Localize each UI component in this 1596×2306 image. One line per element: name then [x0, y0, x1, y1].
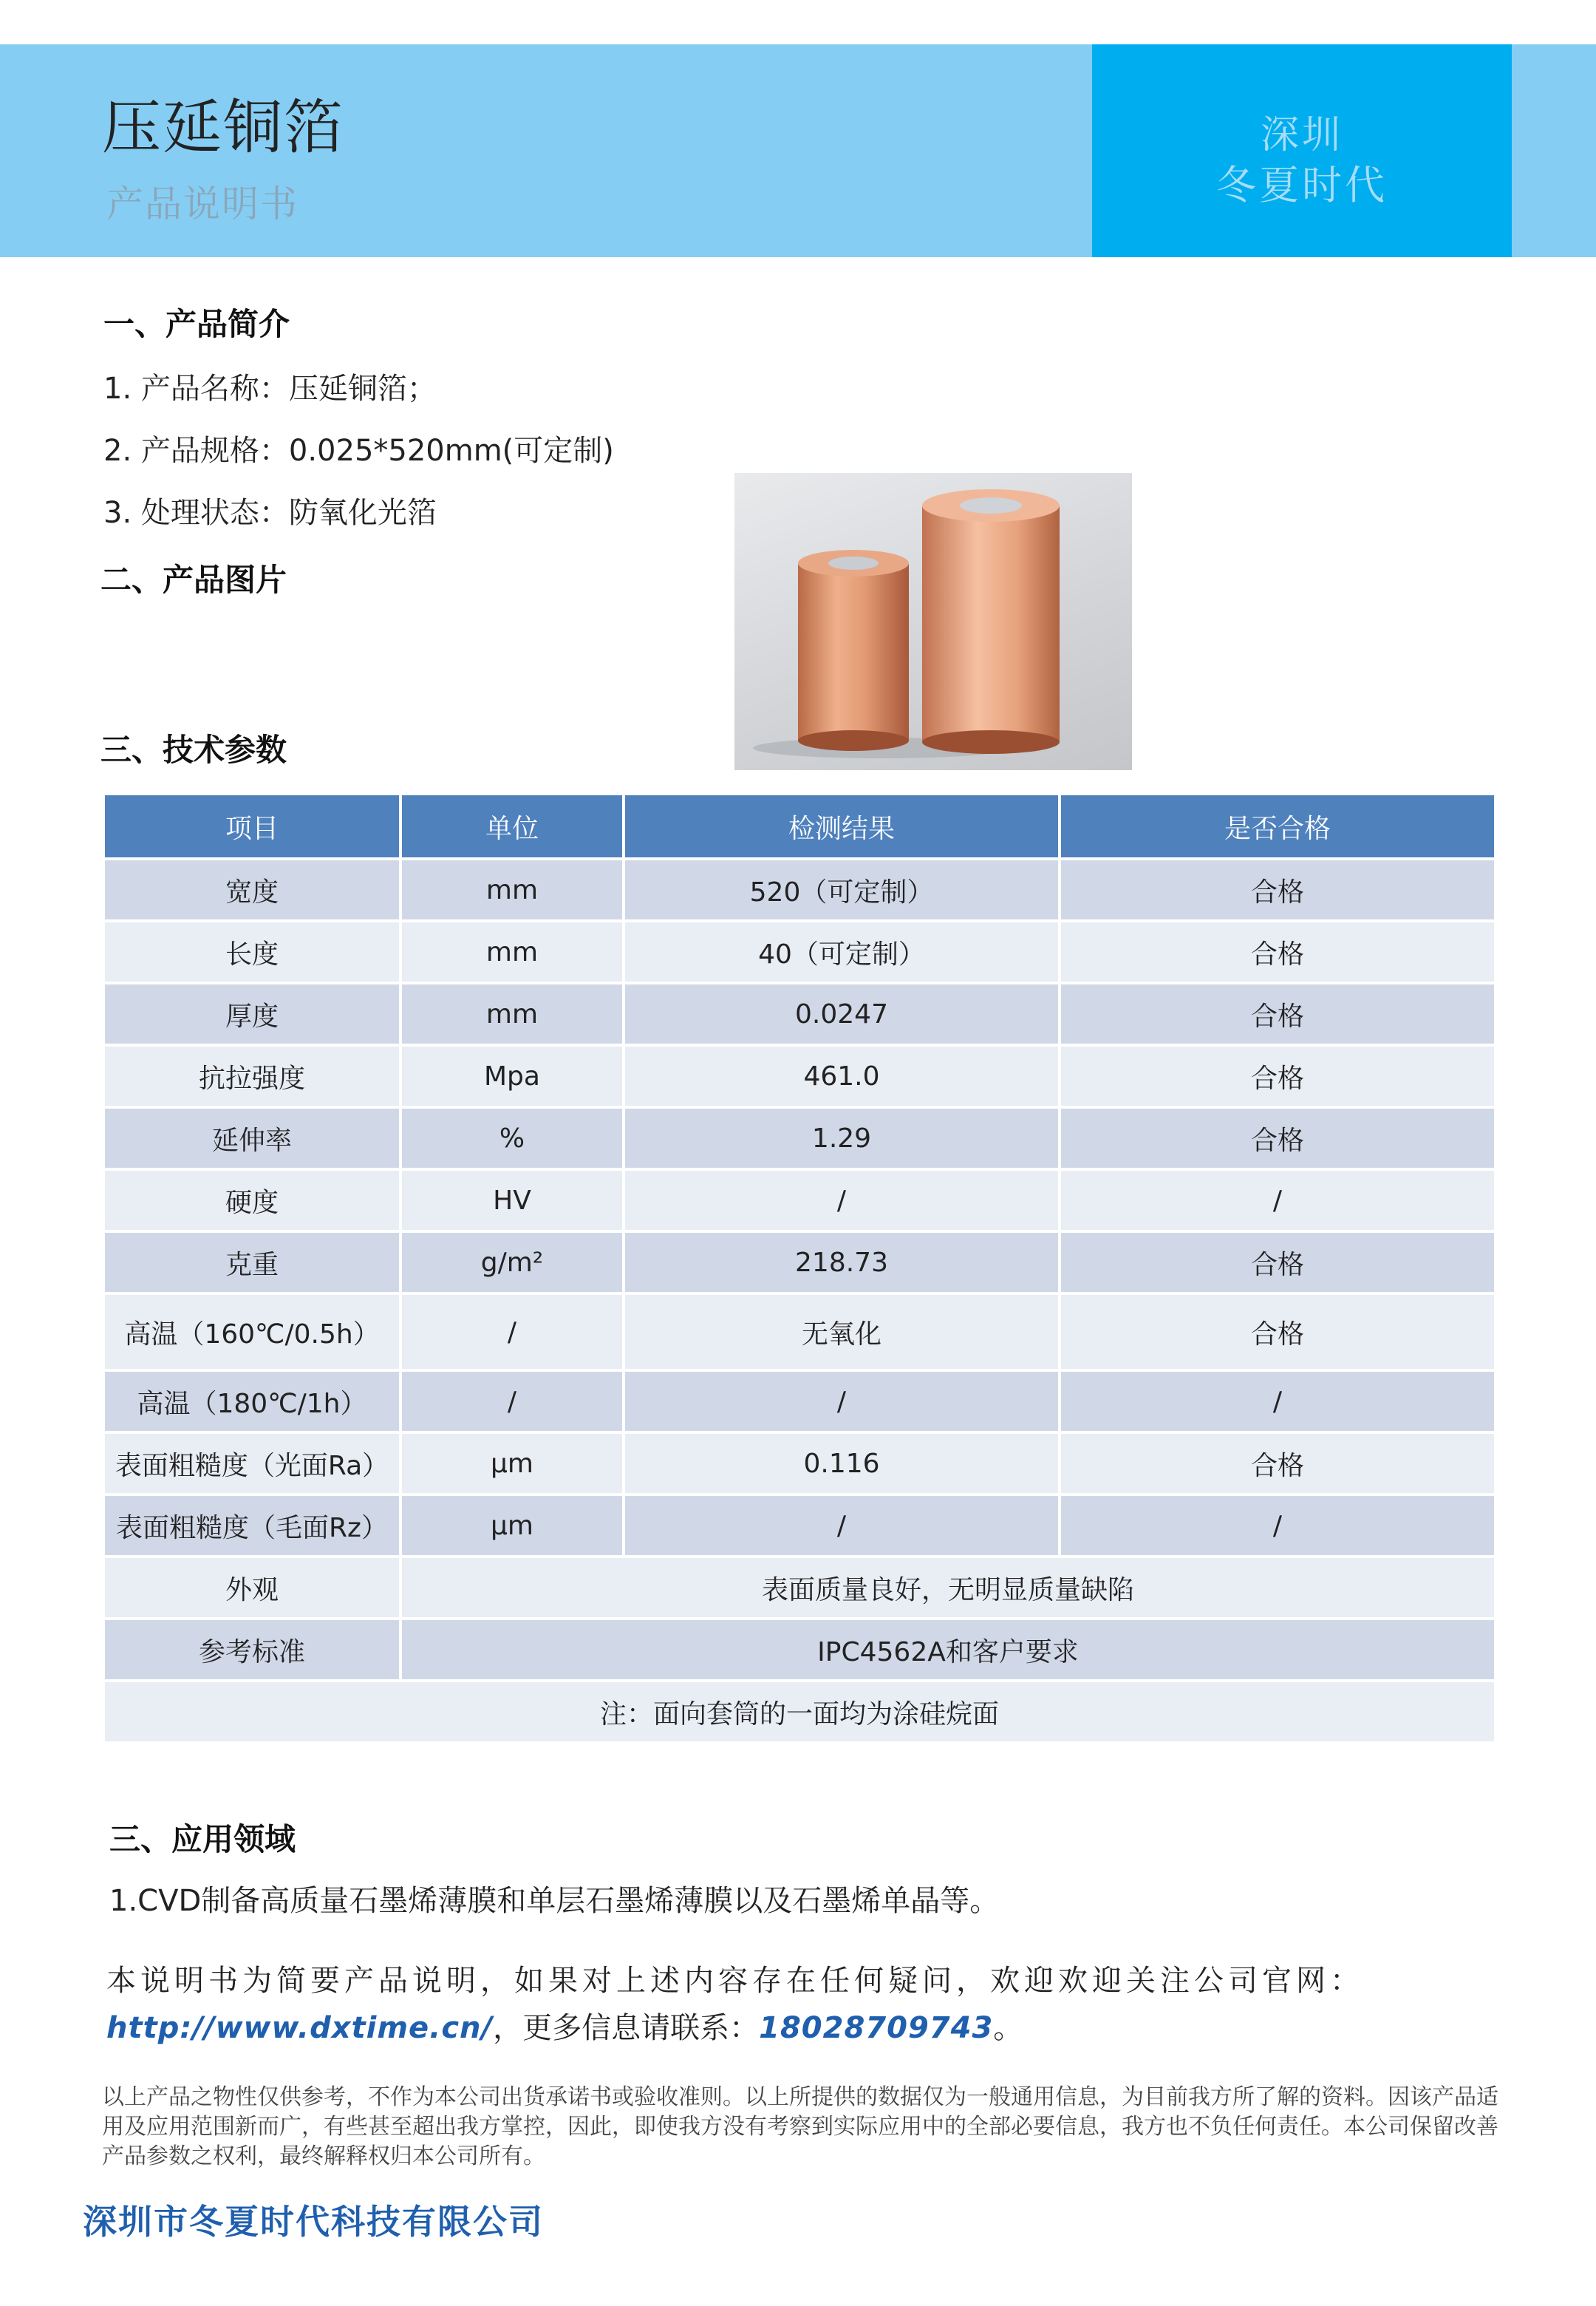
cell-qualified: 合格	[1060, 1231, 1496, 1293]
table-row-note	[103, 1681, 1496, 1743]
cell-item: 硬度	[103, 1169, 400, 1231]
table-row	[103, 1494, 1496, 1557]
section-photo-heading: 二、产品图片	[100, 562, 287, 598]
cell-item: 高温（180℃/1h）	[103, 1370, 400, 1432]
contact-line	[106, 2004, 1023, 2047]
table-row	[103, 1231, 1496, 1293]
table-note: 注：面向套筒的一面均为涂硅烷面	[103, 1681, 1496, 1743]
cell-item: 高温（160℃/0.5h）	[103, 1293, 400, 1370]
table-row	[103, 1370, 1496, 1432]
contact-intro: 本说明书为简要产品说明，如果对上述内容存在任何疑问，欢迎欢迎关注公司官网：	[106, 1964, 1364, 1998]
table-row	[103, 983, 1496, 1045]
cell-qualified: 合格	[1060, 1293, 1496, 1370]
intro-item-treatment: 3. 处理状态：防氧化光箔	[103, 496, 437, 530]
cell-item: 外观	[103, 1557, 400, 1619]
copper-rolls-image	[734, 473, 1132, 770]
contact-end: 。	[993, 2011, 1023, 2045]
cell-item: 延伸率	[103, 1107, 400, 1169]
table-row	[103, 921, 1496, 983]
cell-unit: HV	[400, 1169, 624, 1231]
header-item: 项目	[103, 794, 400, 859]
cell-qualified: 合格	[1060, 1045, 1496, 1107]
cell-item: 表面粗糙度（光面Ra）	[103, 1432, 400, 1494]
cell-item: 厚度	[103, 983, 400, 1045]
cell-qualified: /	[1060, 1494, 1496, 1557]
cell-result: 461.0	[624, 1045, 1060, 1107]
header-unit: 单位	[400, 794, 624, 859]
contact-more: ，更多信息请联系：	[493, 2011, 760, 2045]
intro-item-spec: 2. 产品规格：0.025*520mm(可定制)	[103, 434, 614, 468]
header-qualified: 是否合格	[1060, 794, 1496, 859]
phone-number[interactable]: 18028709743	[759, 2011, 994, 2045]
cell-result: 无氧化	[624, 1293, 1060, 1370]
cell-item: 克重	[103, 1231, 400, 1293]
table-row	[103, 1432, 1496, 1494]
cell-item: 抗拉强度	[103, 1045, 400, 1107]
table-row-standard	[103, 1619, 1496, 1681]
page-subtitle: 产品说明书	[106, 183, 299, 225]
cell-unit: %	[400, 1107, 624, 1169]
header-city: 深圳	[1260, 113, 1343, 157]
cell-qualified: 合格	[1060, 1432, 1496, 1494]
cell-result: /	[624, 1370, 1060, 1432]
cell-unit: mm	[400, 983, 624, 1045]
header-result: 检测结果	[624, 794, 1060, 859]
cell-qualified: 合格	[1060, 1107, 1496, 1169]
cell-qualified: /	[1060, 1370, 1496, 1432]
cell-result: 1.29	[624, 1107, 1060, 1169]
cell-result: 0.0247	[624, 983, 1060, 1045]
cell-result: /	[624, 1494, 1060, 1557]
section-intro-heading: 一、产品简介	[103, 306, 290, 342]
website-link[interactable]: http://www.dxtime.cn/	[106, 2011, 494, 2045]
application-item: 1.CVD制备高质量石墨烯薄膜和单层石墨烯薄膜以及石墨烯单晶等。	[109, 1884, 1000, 1918]
cell-standard-value: IPC4562A和客户要求	[400, 1619, 1496, 1681]
cell-result: 0.116	[624, 1432, 1060, 1494]
intro-item-name: 1. 产品名称：压延铜箔；	[103, 372, 437, 406]
cell-unit: g/m²	[400, 1231, 624, 1293]
disclaimer: 以上产品之物性仅供参考，不作为本公司出货承诺书或验收准则。以上所提供的数据仅为一般通用信息，为目前我方所了解的资料。因该产品适用及应用范围新而广，有些甚至超出我方掌控，因此，即使我方没有考察到实际应用中的全部必要信息，我方也不负任何责任。本公司保留改善产品参数之权利，最终解释权归本公司所有。	[102, 2084, 1498, 2169]
header-company: 冬夏时代	[1216, 162, 1388, 208]
spec-table	[102, 792, 1497, 1744]
cell-qualified: /	[1060, 1169, 1496, 1231]
cell-item: 表面粗糙度（毛面Rz）	[103, 1494, 400, 1557]
table-row	[103, 859, 1496, 921]
cell-unit: /	[400, 1293, 624, 1370]
cell-item: 长度	[103, 921, 400, 983]
cell-unit: μm	[400, 1494, 624, 1557]
cell-unit: mm	[400, 921, 624, 983]
table-row	[103, 1107, 1496, 1169]
cell-item: 宽度	[103, 859, 400, 921]
cell-qualified: 合格	[1060, 921, 1496, 983]
section-params-heading: 三、技术参数	[100, 732, 287, 768]
cell-unit: Mpa	[400, 1045, 624, 1107]
cell-result: /	[624, 1169, 1060, 1231]
table-row	[103, 1045, 1496, 1107]
table-row	[103, 1169, 1496, 1231]
cell-result: 40（可定制）	[624, 921, 1060, 983]
cell-unit: /	[400, 1370, 624, 1432]
page-title: 压延铜箔	[102, 93, 344, 162]
product-photo	[734, 473, 1132, 770]
cell-qualified: 合格	[1060, 983, 1496, 1045]
cell-qualified: 合格	[1060, 859, 1496, 921]
cell-result: 520（可定制）	[624, 859, 1060, 921]
table-row	[103, 1293, 1496, 1370]
section-application-heading: 三、应用领域	[109, 1821, 296, 1857]
cell-result: 218.73	[624, 1231, 1060, 1293]
footer-company-name: 深圳市冬夏时代科技有限公司	[83, 2202, 544, 2242]
cell-item: 参考标准	[103, 1619, 400, 1681]
table-row-appearance	[103, 1557, 1496, 1619]
cell-appearance-value: 表面质量良好，无明显质量缺陷	[400, 1557, 1496, 1619]
cell-unit: μm	[400, 1432, 624, 1494]
table-header-row	[103, 794, 1496, 859]
cell-unit: mm	[400, 859, 624, 921]
